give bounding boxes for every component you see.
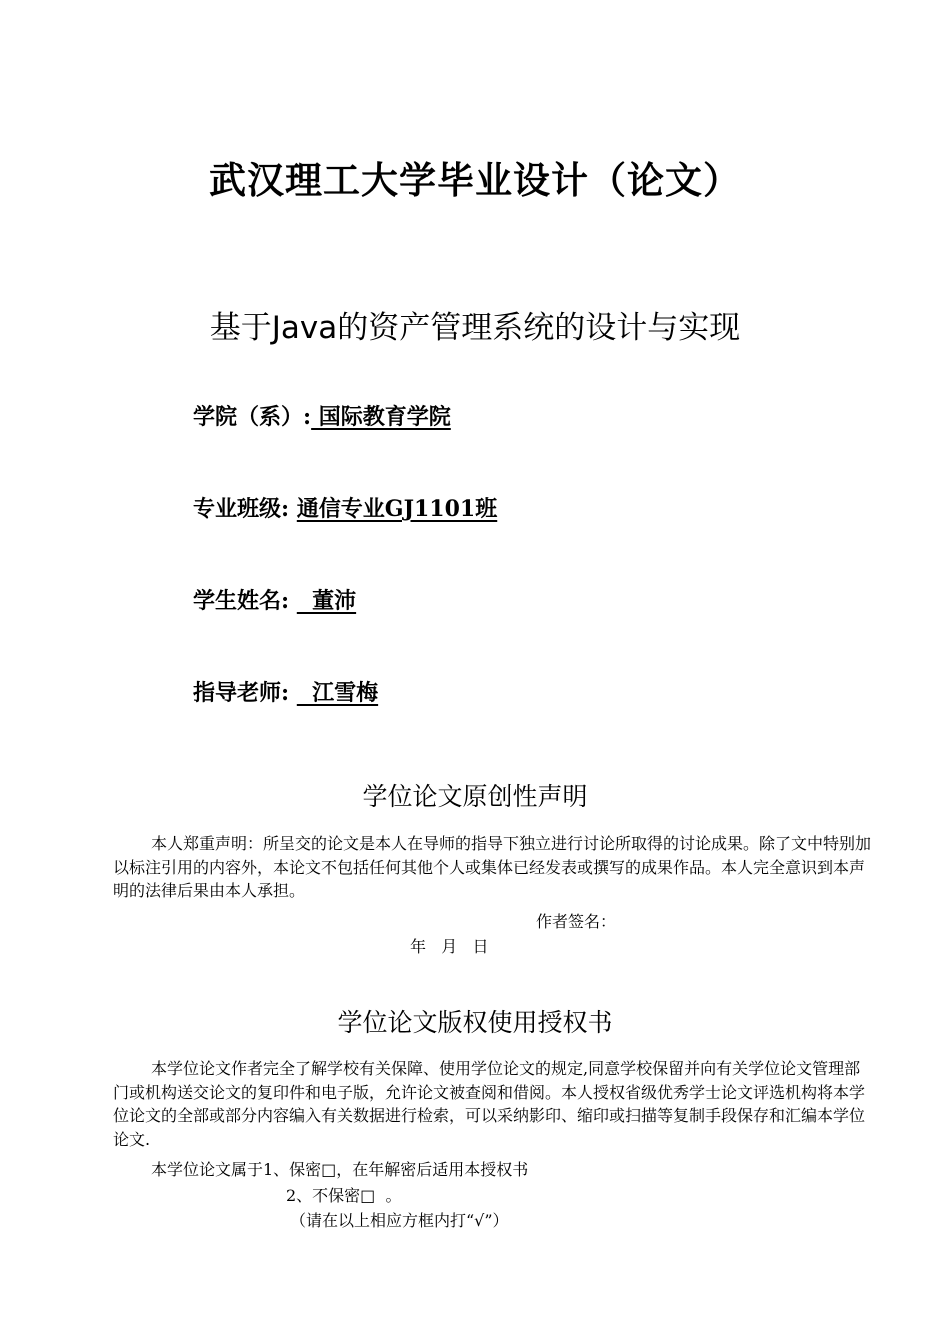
declaration-heading: 学位论文原创性声明	[362, 782, 588, 811]
student-label: 学生姓名:	[193, 588, 290, 614]
student-row	[193, 584, 356, 615]
major-value: 通信专业GJ1101班	[296, 496, 498, 522]
authorization-text: 本学位论文作者完全了解学校有关保障、使用学位论文的规定,同意学校保留并向有关学位论文管理部门或机构送交论文的复印件和电子版，允许论文被查阅和借阅。本人授权省级优秀学士论文评选机构将本学位论文的全部或部分内容编入有关数据进行检索，可以采纳影印、缩印或扫描等复制手段保存和汇编本学位论文.	[113, 1059, 866, 1149]
thesis-title: 基于Java的资产管理系统的设计与实现	[209, 310, 741, 346]
declaration-text: 本人郑重声明：所呈交的论文是本人在导师的指导下独立进行讨论所取得的讨论成果。除了文中特别加以标注引用的内容外，本论文不包括任何其他个人或集体已经发表或撰写的成果作品。本人完全意识到本声明的法律后果由本人承担。	[113, 834, 872, 900]
major-row	[193, 492, 497, 523]
confidential-option: 本学位论文属于1、保密□，在年解密后适用本授权书	[151, 1160, 529, 1179]
checkbox-note: （请在以上相应方框内打“√”）	[290, 1211, 509, 1230]
main-title: 武汉理工大学毕业设计（论文）	[209, 158, 741, 202]
authorization-heading: 学位论文版权使用授权书	[337, 1008, 613, 1037]
major-label: 专业班级:	[193, 496, 290, 522]
signature-label: 作者签名：	[536, 912, 617, 931]
student-value: 董沛	[296, 588, 357, 614]
advisor-value: 江雪梅	[296, 680, 379, 706]
advisor-row	[193, 676, 378, 707]
advisor-label: 指导老师:	[193, 680, 290, 706]
college-value: 国际教育学院	[311, 404, 451, 430]
college-label: 学院（系）:	[193, 404, 312, 430]
college-row	[193, 400, 451, 431]
non-confidential-option: 2、不保密□ 。	[286, 1186, 402, 1205]
date-label: 年 月 日	[410, 937, 489, 956]
